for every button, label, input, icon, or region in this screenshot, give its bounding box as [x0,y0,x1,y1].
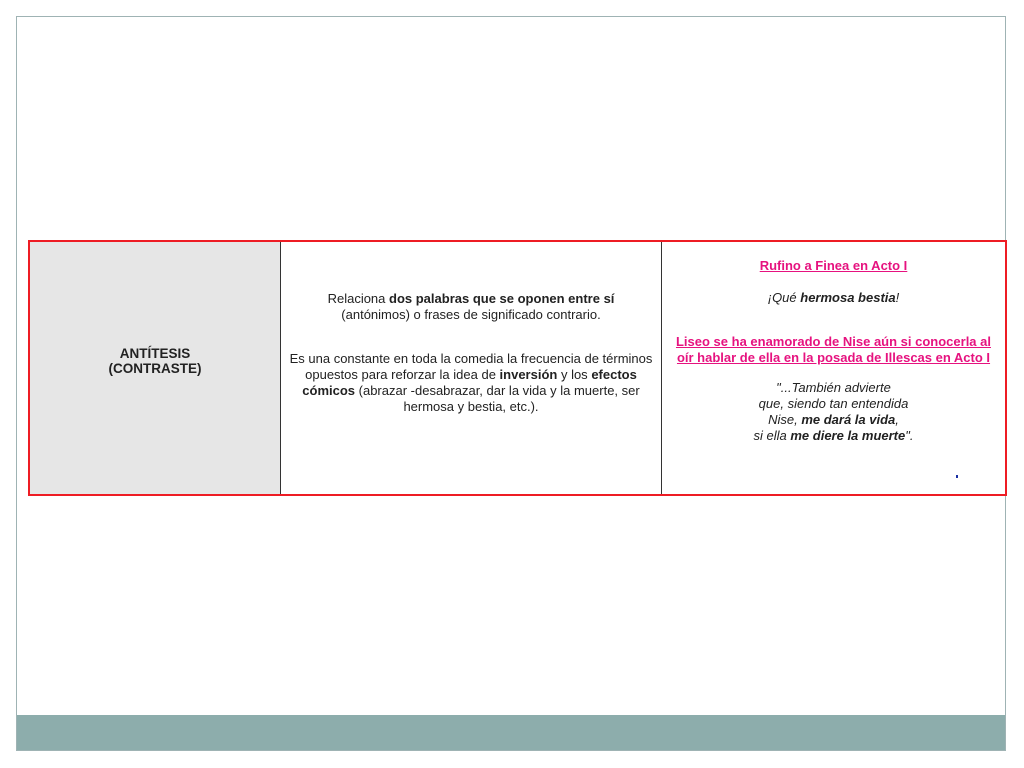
verse-bold: me dará la vida [801,412,896,427]
spacer [666,306,1001,334]
verse-line: Nise, [768,412,802,427]
spacer [666,274,1001,290]
quote-text: ! [895,290,900,305]
term-subtitle: (CONTRASTE) [108,361,202,376]
term-title: ANTÍTESIS [119,346,191,361]
def-bold-text: inversión [499,367,558,382]
def-text: y los [557,367,592,382]
example-heading-link-1[interactable]: Rufino a Finea en Acto I [759,258,908,273]
antithesis-table [28,240,1007,496]
examples-cell [662,242,1005,494]
example-heading-link-2[interactable]: Liseo se ha enamorado de Nise aún si conocerla al oír hablar de ella en la posada de Illescas en Acto I [675,334,991,365]
footer-bar [17,715,1005,750]
quote-text: ¡Qué [767,290,801,305]
example-quote-1 [666,290,1001,306]
term-cell [30,242,281,494]
verse-line: , [895,412,899,427]
example-quote-2 [666,380,1001,444]
verse-line: "...También advierte [776,380,891,395]
verse-line: ". [905,428,914,443]
definition-cell [281,242,662,494]
definition-paragraph-2 [283,351,659,415]
blue-dot-mark [956,475,958,478]
def-bold-text: dos palabras que se oponen entre sí [389,291,615,306]
def-text: (antónimos) o frases de significado contrario. [341,307,601,322]
def-text: Es una constante en toda la comedia la frecuencia de términos opuestos para reforzar la idea de [289,351,653,382]
verse-bold: me diere la muerte [790,428,906,443]
verse-line: que, siendo tan entendida [758,396,909,411]
def-text: (abrazar -desabrazar, dar la vida y la muerte, ser hermosa y bestia, etc.). [355,383,640,414]
spacer [666,366,1001,380]
definition-paragraph-1 [328,291,615,323]
verse-line: si ella [753,428,791,443]
quote-bold-text: hermosa bestia [800,290,896,305]
def-text: Relaciona [327,291,390,306]
def-bold-text: efectos cómicos [302,367,637,398]
